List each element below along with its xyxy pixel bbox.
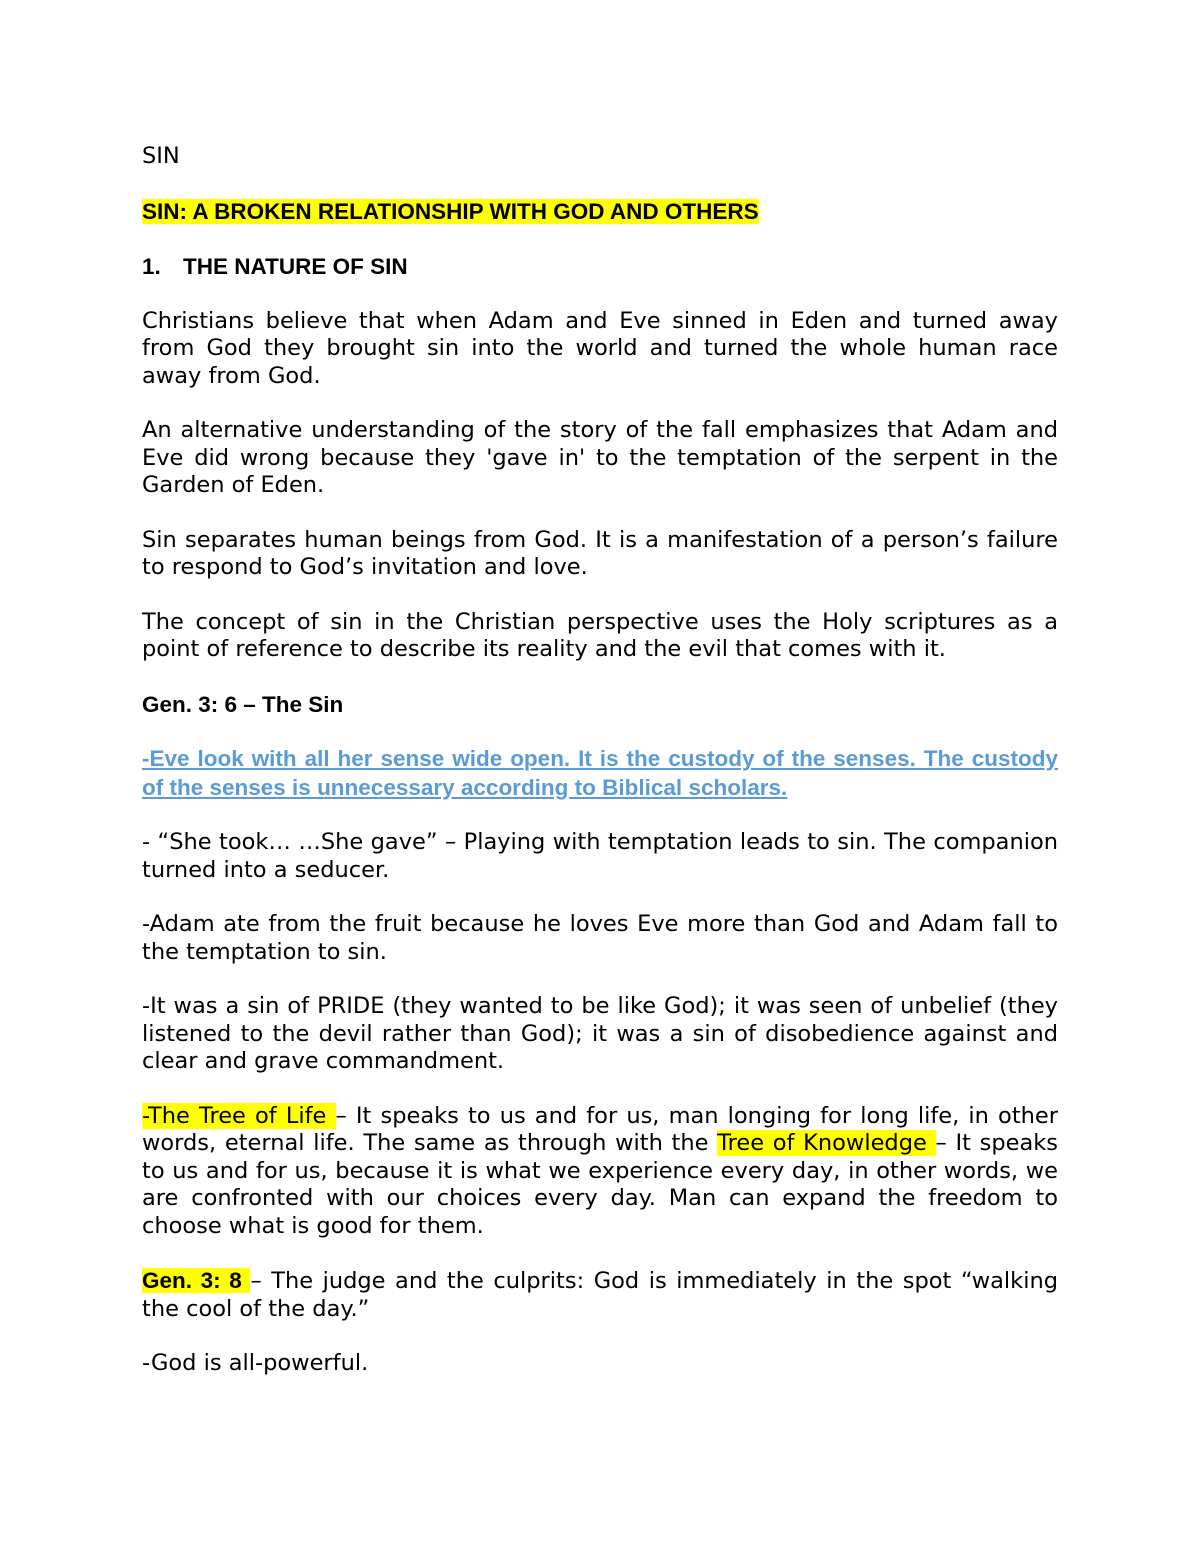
- subtitle-text: SIN: A BROKEN RELATIONSHIP WITH GOD AND OTHERS: [142, 198, 759, 224]
- gen38-text: – The judge and the culprits: God is immediately in the spot “walking the cool of the day.”: [142, 1268, 1058, 1322]
- section-number: 1.: [142, 254, 161, 279]
- paragraph-2: An alternative understanding of the story of the fall emphasizes that Adam and Eve did wrong because they 'gave in' to the temptation of the serpent in the Garden of Eden.: [142, 417, 1058, 498]
- god-powerful-paragraph: -God is all-powerful.: [142, 1350, 369, 1376]
- paragraph-4: The concept of sin in the Christian perspective uses the Holy scriptures as a point of reference to describe its reality and the evil that comes with it.: [142, 608, 1058, 662]
- gen36-heading: Gen. 3: 6 – The Sin: [142, 691, 344, 717]
- tree-of-knowledge-text: – It speaks to us and for us, because it is what we experience every day, in other words, we are confronted with our choices every day. Man can expand the freedom to choose what is good for them.: [142, 1130, 1058, 1239]
- blue-link-paragraph: [142, 745, 1058, 802]
- tree-of-life-text: – It speaks to us and for us, man longing for long life, in other words, eternal life. The same as through with the: [142, 1102, 1058, 1156]
- tree-of-knowledge-label: Tree of Knowledge: [717, 1130, 936, 1156]
- pride-paragraph: -It was a sin of PRIDE (they wanted to be like God); it was seen of unbelief (they listened to the devil rather than God); it was a sin of disobedience against and clear and grave commandment.: [142, 993, 1058, 1074]
- she-took-paragraph: - “She took… …She gave” – Playing with temptation leads to sin. The companion turned into a seducer.: [142, 829, 1058, 883]
- gen38-label: Gen. 3: 8: [142, 1268, 251, 1293]
- document-page: [142, 143, 1058, 1405]
- gen38-paragraph: [142, 1267, 1058, 1323]
- paragraph-3: Sin separates human beings from God. It is a manifestation of a person’s failure to respond to God’s invitation and love.: [142, 526, 1058, 580]
- paragraph-1: Christians believe that when Adam and Eve sinned in Eden and turned away from God they brought sin into the world and turned the whole human race away from God.: [142, 307, 1058, 389]
- section-title: THE NATURE OF SIN: [183, 254, 408, 279]
- tree-of-life-label: -The Tree of Life: [142, 1102, 336, 1129]
- doc-title: SIN: [142, 143, 180, 169]
- adam-ate-paragraph: -Adam ate from the fruit because he loves Eve more than God and Adam fall to the temptation to sin.: [142, 911, 1058, 965]
- section-heading: [142, 253, 1058, 281]
- tree-paragraph: [142, 1103, 1058, 1241]
- doc-subtitle: [142, 198, 1058, 227]
- custody-link[interactable]: -Eve look with all her sense wide open. It is the custody of the senses. The custody of the senses is unnecessary according to Biblical scholars.: [142, 746, 1058, 800]
